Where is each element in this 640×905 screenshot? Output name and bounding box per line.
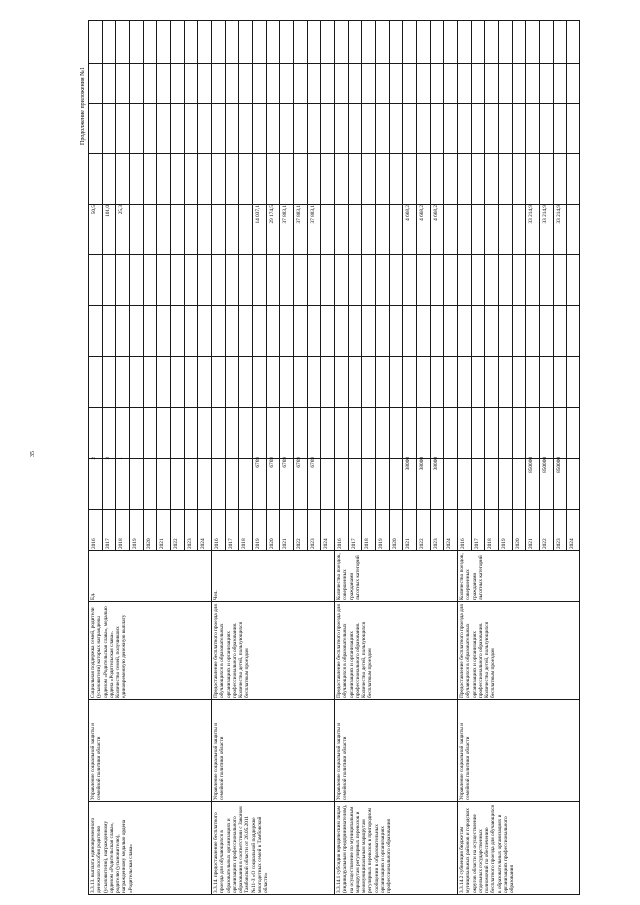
value-cell: 6769 [310,457,316,468]
year-cell: 2018 [487,538,493,549]
year-cell: 2018 [118,538,124,549]
year-cell: 2023 [310,538,316,549]
year-row-line [238,20,239,551]
amount-cell [364,205,371,233]
executor-cell: Управление социальной защиты и семейной политики области [90,722,103,800]
year-row-line [156,20,157,551]
year-cell: 2021 [528,538,534,549]
year-cell: 2022 [173,538,179,549]
amount-cell [501,205,508,233]
executor-cell: Управление социальной защиты и семейной политики области [336,722,349,800]
year-row-line [197,20,198,551]
value-cell: 6769 [269,457,275,468]
year-row-line [225,20,226,551]
value-cell: 38000 [419,457,425,471]
amount-cell [569,205,576,233]
year-row-line [361,20,362,551]
year-cell: 2016 [337,538,343,549]
row-block-line [457,20,458,895]
activity-cell: 3.3.14.2 субвенция бюджетам муниципальных районов и городских округов области на осуществление отдельных государственных полномочий по обеспечению бесплатного проезда для обучающихся в образовательных организациях и организациях профессионального образования [459,805,516,893]
value-cell [146,457,153,477]
year-row-line [279,20,280,551]
amount-cell: 4 668,2 [405,205,411,221]
amount-cell: 33 214,9 [542,205,548,224]
year-cell: 2017 [351,538,357,549]
value-cell [446,457,453,477]
year-row-line [430,20,431,551]
amount-cell: 4 668,2 [419,205,425,221]
value-cell: 850000 [556,457,562,473]
year-cell: 2017 [105,538,111,549]
value-cell [323,457,330,477]
year-row-line [553,20,554,551]
year-row-line [102,20,103,551]
indicator-cell: Предоставление бесплатного проезда для обучающихся в образовательных организациях и организациях профессионального образования. Количество детей, пользующихся бесплатным проездом [213,604,251,698]
year-row-line [539,20,540,551]
year-row-line [252,20,253,551]
year-cell: 2020 [392,538,398,549]
value-cell [378,457,385,477]
activity-cell: 3.3.13. выплата единовременного денежного пособия родителю (усыновителю), награжденному орденом «Родительская слава», родителю (усыновителю), награжденному медалью ордена «Родительская слава» [90,817,134,893]
amount-cell: 33 214,9 [556,205,562,224]
amount-cell: 101,0 [105,205,111,217]
value-cell [132,457,139,477]
amount-cell [159,205,166,233]
amount-cell [351,205,358,233]
year-cell: 2018 [364,538,370,549]
amount-cell: 33 214,9 [528,205,534,224]
year-cell: 2024 [446,538,452,549]
value-cell [351,457,358,477]
indicator-cell: Предоставление бесплатного проезда для обучающихся в образовательных организациях и организациях профессионального образования. Количество детей, пользующихся бесплатным проездом [459,604,497,698]
year-cell: 2021 [405,538,411,549]
amount-cell: 37 883,1 [282,205,288,224]
year-row-line [307,20,308,551]
amount-cell [460,205,467,233]
amount-cell [241,205,248,233]
amount-cell [200,205,207,233]
amount-cell [214,205,221,233]
value-cell: 38000 [433,457,439,471]
value-cell: 1 [118,457,124,460]
amount-cell [132,205,139,233]
year-row-line [389,20,390,551]
value-cell [392,457,399,477]
value-cell [515,457,522,477]
year-cell: 2024 [200,538,206,549]
amount-cell [515,205,522,233]
continuation-label: Продолжение приложения №1 [80,67,86,145]
amount-cell [187,205,194,233]
value-cell: 850000 [528,457,534,473]
amount-cell: 37 883,1 [310,205,316,224]
year-cell: 2020 [269,538,275,549]
year-row-line [184,20,185,551]
year-cell: 2020 [515,538,521,549]
amount-cell [146,205,153,233]
value-cell [187,457,194,477]
year-cell: 2019 [132,538,138,549]
year-row-line [143,20,144,551]
year-row-line [525,20,526,551]
amount-cell: 37 883,1 [296,205,302,224]
value-cell: 6769 [255,457,261,468]
amount-cell [487,205,494,233]
year-row-line [115,20,116,551]
year-cell: 2019 [501,538,507,549]
amount-cell: 50,5 [91,205,97,215]
value-cell [487,457,494,477]
year-cell: 2022 [296,538,302,549]
year-row-line [471,20,472,551]
year-cell: 2023 [556,538,562,549]
amount-cell [323,205,330,233]
amount-cell [474,205,481,233]
year-row-line [512,20,513,551]
value-cell [474,457,481,477]
value-cell: 6769 [296,457,302,468]
year-cell: 2017 [228,538,234,549]
year-row-line [484,20,485,551]
year-row-line [320,20,321,551]
amount-cell: 4 668,2 [433,205,439,221]
year-cell: 2019 [255,538,261,549]
value-cell: 2 [91,457,97,460]
year-cell: 2017 [474,538,480,549]
value-cell: 6769 [282,457,288,468]
value-cell [173,457,180,477]
year-row-line [293,20,294,551]
amount-cell [392,205,399,233]
value-cell: 3 [105,457,111,460]
year-cell: 2023 [433,538,439,549]
value-cell: 850000 [542,457,548,473]
year-cell: 2018 [241,538,247,549]
unit-cell: Ед. [90,592,96,600]
amount-cell [228,205,235,233]
year-cell: 2022 [419,538,425,549]
program-table [88,20,580,895]
executor-cell: Управление социальной защиты и семейной политики области [213,722,226,800]
row-block-line [88,20,89,895]
year-row-line [566,20,567,551]
value-cell [364,457,371,477]
year-cell: 2021 [282,538,288,549]
year-cell: 2016 [460,538,466,549]
amount-cell [173,205,180,233]
value-cell [241,457,248,477]
year-cell: 2020 [146,538,152,549]
year-cell: 2023 [187,538,193,549]
year-row-line [266,20,267,551]
year-cell: 2016 [91,538,97,549]
amount-cell: 29 174,5 [269,205,275,224]
year-row-line [416,20,417,551]
year-row-line [170,20,171,551]
value-cell [501,457,508,477]
value-cell: 38000 [405,457,411,471]
unit-cell: Чел. [213,590,219,600]
year-cell: 2024 [569,538,575,549]
row-block-line [334,20,335,895]
amount-cell [446,205,453,233]
value-cell [569,457,576,477]
year-row-line [348,20,349,551]
year-row-line [129,20,130,551]
amount-cell: 25,3 [118,205,124,215]
year-cell: 2024 [323,538,329,549]
year-cell: 2016 [214,538,220,549]
value-cell [460,457,467,477]
year-cell: 2019 [378,538,384,549]
year-cell: 2021 [159,538,165,549]
value-cell [159,457,166,477]
row-block-line [579,20,580,895]
year-row-line [498,20,499,551]
indicator-cell: Предоставление бесплатного проезда для обучающихся в образовательных организациях и организациях профессионального образования. Количество детей, пользующихся бесплатным проездом [336,604,374,698]
year-row-line [402,20,403,551]
activity-cell: 3.3.14. предоставление бесплатного проезда для обучающихся в образовательных организациях и организациях профессионального образования в соответствии с Законом Тамбовской области от 26.05.2011 №11-З «О социальной поддержке многодетных семей в Тамбовской области» [213,806,270,893]
value-cell [200,457,207,477]
executor-cell: Управление социальной защиты и семейной политики области [459,722,472,800]
unit-cell: Количество поездок, совершенных гражданами льготных категорий [459,553,484,600]
value-cell [214,457,221,477]
year-row-line [443,20,444,551]
amount-cell: 14 037,1 [255,205,261,224]
year-cell: 2022 [542,538,548,549]
unit-cell: Количество поездок, совершенных гражданами льготных категорий [336,553,361,600]
activity-cell: 3.3.14.1 субсидия юридическим лицам (индивидуальным предпринимателям), на осуществление по муниципальным маршрутам регулярных перевозок и межмуниципальным маршрутам регулярных перевозок в пригородном сообщении в образовательных организациях и организациях профессионального образования [336,804,393,893]
value-cell [228,457,235,477]
page-number: 35 [30,451,36,457]
year-row-line [375,20,376,551]
amount-cell [337,205,344,233]
value-cell [337,457,344,477]
row-block-line [211,20,212,895]
indicator-cell: Социальная поддержка семей, родители (усыновители) которых награждены орденом «Родительская слава», медалью ордена «Родительская слава». Количество семей, получивших единовременную денежную выплату [90,606,128,698]
amount-cell [378,205,385,233]
